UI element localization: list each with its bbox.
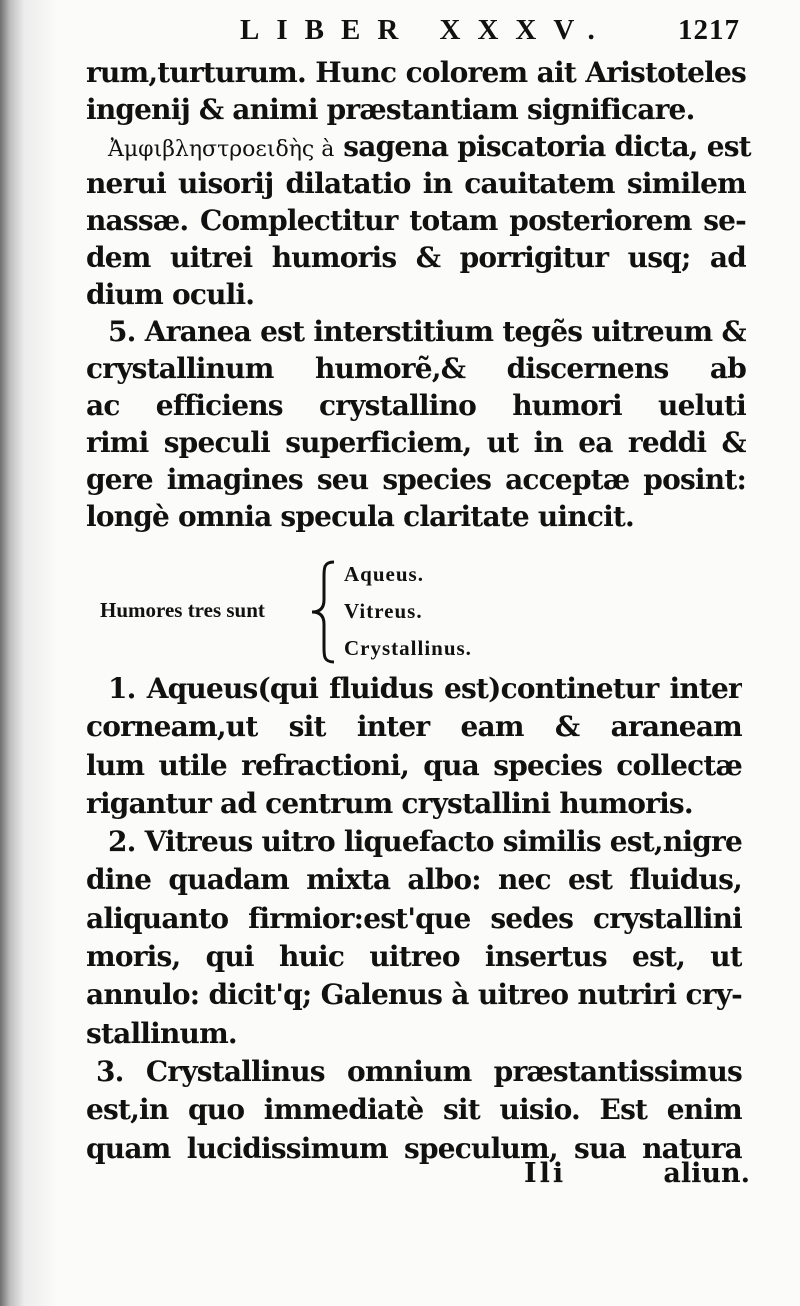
curly-brace-icon <box>308 560 338 664</box>
humor-item: Crystallinus. <box>344 636 472 660</box>
text-line: rimi speculi superficiem, ut in ea reddi & <box>86 426 746 459</box>
page-gutter-shadow <box>0 0 58 1306</box>
text-line: corneam,ut sit inter eam & araneam <box>86 710 742 744</box>
page-number: 1217 <box>678 14 740 46</box>
humores-lead: Humores tres sunt <box>100 598 265 622</box>
humor-item: Aqueus. <box>344 562 424 586</box>
signature-mark: Ili <box>524 1158 567 1189</box>
page-header <box>240 14 740 54</box>
text-line: dine quadam mixta albo: nec est fluidus, <box>86 863 742 897</box>
text-line: gere imagines seu species acceptæ posint: <box>86 463 746 496</box>
running-title: LIBER XXXV. <box>240 14 612 46</box>
text-line: aliquanto firmior:est'que sedes crystallini <box>86 901 742 935</box>
text-line: ingenij & animi præstantiam significare. <box>86 93 695 126</box>
text-line: 3. Crystallinus omnium præstantissimus <box>96 1054 742 1088</box>
greek-term: Ἀμφιβληστροειδὴς à <box>108 137 335 162</box>
text-block-1 <box>86 54 751 535</box>
humor-item: Vitreus. <box>344 599 423 623</box>
text-line: crystallinum humorẽ,& discernens ab <box>86 352 746 385</box>
text-line: moris, qui huic uitreo insertus est, ut <box>86 940 742 974</box>
text-line: quam lucidissimum speculum, sua natura <box>86 1131 742 1165</box>
text-line-continuation: sagena piscatoria dicta, est <box>343 130 751 163</box>
page-footer <box>520 1158 750 1198</box>
text-line: rigantur ad centrum crystallini humoris. <box>86 786 693 820</box>
text-line: dem uitrei humoris & porrigitur usq; ad <box>86 241 746 274</box>
text-line: longè omnia specula claritate uincit. <box>86 500 634 533</box>
text-line: 1. Aqueus(qui fluidus est)continetur inter <box>108 672 742 705</box>
text-block-2 <box>86 670 742 1168</box>
text-line: stallinum. <box>86 1016 237 1050</box>
text-line: 5. Aranea est interstitium tegẽs uitreum & <box>108 315 746 348</box>
text-line: 2. Vitreus uitro liquefacto similis est,nigre <box>108 825 742 859</box>
text-line: ac efficiens crystallino humori ueluti <box>86 389 746 422</box>
catchword: aliun. <box>663 1158 750 1189</box>
text-line: nassæ. Complectitur totam posteriorem se- <box>86 204 746 237</box>
text-line: dium oculi. <box>86 278 255 311</box>
text-line: annulo: dicit'q; Galenus à uitreo nutriri cry- <box>86 978 742 1012</box>
humores-list <box>100 560 540 670</box>
text-line: est,in quo immediatè sit uisio. Est enim <box>86 1093 742 1127</box>
text-line: rum,turturum. Hunc colorem ait Aristoteles <box>86 56 746 89</box>
text-line <box>86 128 751 165</box>
text-line: nerui uisorij dilatatio in cauitatem similem <box>86 167 746 200</box>
text-line: lum utile refractioni, qua species collectæ <box>86 748 742 782</box>
